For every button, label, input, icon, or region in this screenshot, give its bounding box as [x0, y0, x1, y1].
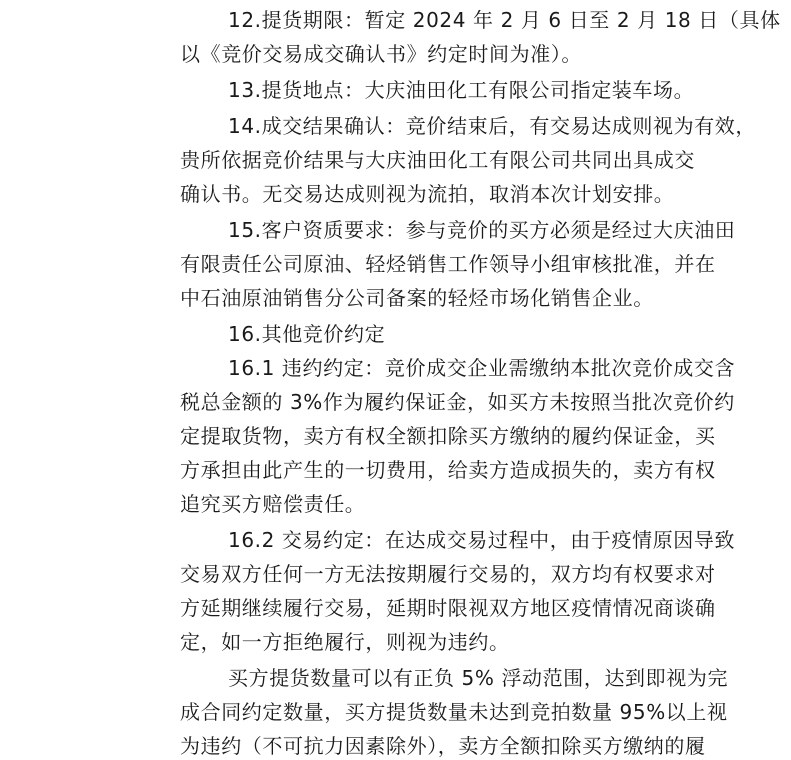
text-line: 15.客户资质要求：参与竞价的买方必须是经过大庆油田: [228, 218, 736, 242]
text-line: 定提取货物，卖方有权全额扣除买方缴纳的履约保证金，买: [180, 424, 716, 448]
text-line: 14.成交结果确认：竞价结束后，有交易达成则视为有效，: [228, 114, 757, 138]
text-line: 贵所依据竞价结果与大庆油田化工有限公司共同出具成交: [180, 148, 695, 172]
text-line: 13.提货地点：大庆油田化工有限公司指定装车场。: [228, 78, 695, 102]
text-line: 确认书。无交易达成则视为流拍，取消本次计划安排。: [180, 182, 675, 206]
text-line: 有限责任公司原油、轻烃销售工作领导小组审核批准，并在: [180, 252, 716, 276]
text-line: 成合同约定数量，买方提货数量未达到竞拍数量 95%以上视: [180, 700, 728, 724]
text-line: 定，如一方拒绝履行，则视为违约。: [180, 630, 510, 654]
text-line: 16.其他竞价约定: [228, 322, 386, 346]
text-line: 16.2 交易约定：在达成交易过程中，由于疫情原因导致: [228, 528, 736, 552]
text-line: 16.1 违约约定：竞价成交企业需缴纳本批次竞价成交含: [228, 356, 736, 380]
text-line: 方延期继续履行交易，延期时限视双方地区疫情情况商谈确: [180, 596, 716, 620]
text-line: 交易双方任何一方无法按期履行交易的，双方均有权要求对: [180, 562, 716, 586]
text-line: 追究买方赔偿责任。: [180, 492, 366, 516]
text-line: 12.提货期限：暂定 2024 年 2 月 6 日至 2 月 18 日（具体: [228, 8, 781, 32]
text-line: 买方提货数量可以有正负 5% 浮动范围，达到即视为完: [228, 666, 729, 690]
text-line: 方承担由此产生的一切费用，给卖方造成损失的，卖方有权: [180, 458, 716, 482]
text-line: 为违约（不可抗力因素除外），卖方全额扣除买方缴纳的履: [180, 734, 706, 758]
text-line: 以《竞价交易成交确认书》约定时间为准）。: [180, 42, 582, 66]
text-line: 税总金额的 3%作为履约保证金，如买方未按照当批次竞价约: [180, 390, 735, 414]
text-line: 中石油原油销售分公司备案的轻烃市场化销售企业。: [180, 286, 654, 310]
